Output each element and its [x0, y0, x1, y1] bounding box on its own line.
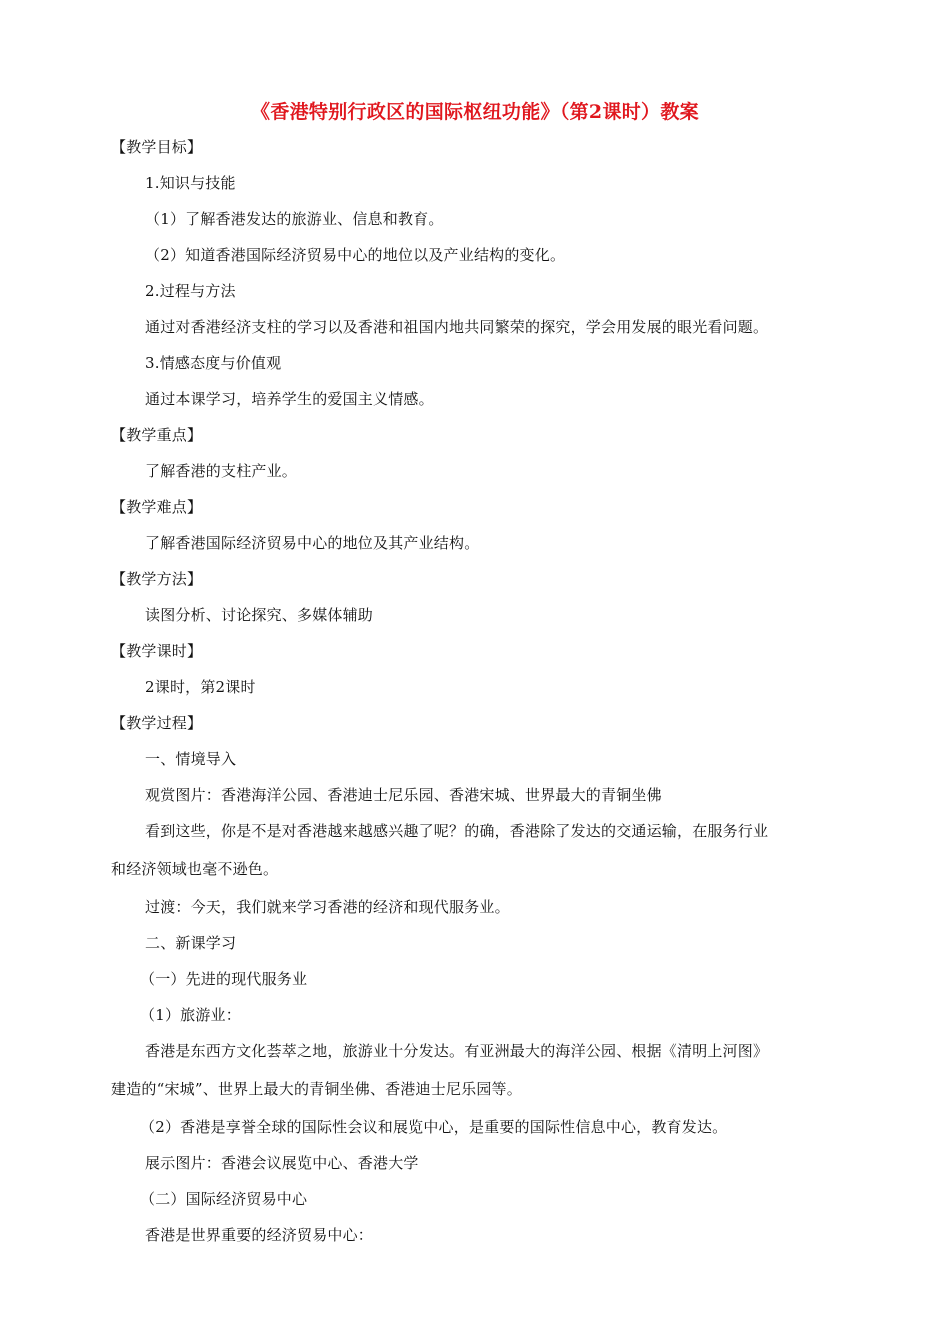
paragraph-line: 通过对香港经济支柱的学习以及香港和祖国内地共同繁荣的探究，学会用发展的眼光看问题。 — [145, 318, 769, 336]
paragraph-line: （1）了解香港发达的旅游业、信息和教育。 — [145, 210, 444, 228]
paragraph-line: 了解香港国际经济贸易中心的地位及其产业结构。 — [145, 534, 480, 552]
paragraph-line: 和经济领域也毫不逊色。 — [111, 860, 279, 878]
paragraph-line: 香港是世界重要的经济贸易中心： — [145, 1226, 374, 1244]
subheading-tourism: （1）旅游业： — [140, 1006, 241, 1024]
subheading-introduction: 一、情境导入 — [145, 750, 237, 768]
section-heading-periods: 【教学课时】 — [111, 642, 203, 660]
section-heading-difficulties: 【教学难点】 — [111, 498, 203, 516]
subheading-knowledge-skills: 1.知识与技能 — [145, 174, 236, 192]
paragraph-line: 香港是东西方文化荟萃之地，旅游业十分发达。有亚洲最大的海洋公园、根据《清明上河图》 — [145, 1042, 769, 1060]
paragraph-line: （2）香港是享誉全球的国际性会议和展览中心，是重要的国际性信息中心，教育发达。 — [140, 1118, 728, 1136]
section-heading-process: 【教学过程】 — [111, 714, 203, 732]
paragraph-line: （2）知道香港国际经济贸易中心的地位以及产业结构的变化。 — [145, 246, 566, 264]
document-title: 《香港特别行政区的国际枢纽功能》（第2课时）教案 — [251, 101, 699, 123]
subheading-new-lesson: 二、新课学习 — [145, 934, 237, 952]
section-heading-key-points: 【教学重点】 — [111, 426, 203, 444]
paragraph-line: 2课时，第2课时 — [145, 678, 256, 696]
subheading-modern-services: （一）先进的现代服务业 — [140, 970, 308, 988]
section-heading-objectives: 【教学目标】 — [111, 138, 203, 156]
paragraph-line: 了解香港的支柱产业。 — [145, 462, 298, 480]
paragraph-line: 读图分析、讨论探究、多媒体辅助 — [145, 606, 374, 624]
subheading-attitude-values: 3.情感态度与价值观 — [145, 354, 282, 372]
paragraph-line: 看到这些，你是不是对香港越来越感兴趣了呢？的确，香港除了发达的交通运输，在服务行业 — [145, 822, 769, 840]
paragraph-line: 过渡：今天，我们就来学习香港的经济和现代服务业。 — [145, 898, 510, 916]
subheading-process-method: 2.过程与方法 — [145, 282, 236, 300]
paragraph-line: 展示图片：香港会议展览中心、香港大学 — [145, 1154, 419, 1172]
section-heading-methods: 【教学方法】 — [111, 570, 203, 588]
paragraph-line: 通过本课学习，培养学生的爱国主义情感。 — [145, 390, 434, 408]
paragraph-line: 观赏图片：香港海洋公园、香港迪士尼乐园、香港宋城、世界最大的青铜坐佛 — [145, 786, 662, 804]
subheading-trade-center: （二）国际经济贸易中心 — [140, 1190, 308, 1208]
paragraph-line: 建造的“宋城”、世界上最大的青铜坐佛、香港迪士尼乐园等。 — [111, 1080, 522, 1098]
